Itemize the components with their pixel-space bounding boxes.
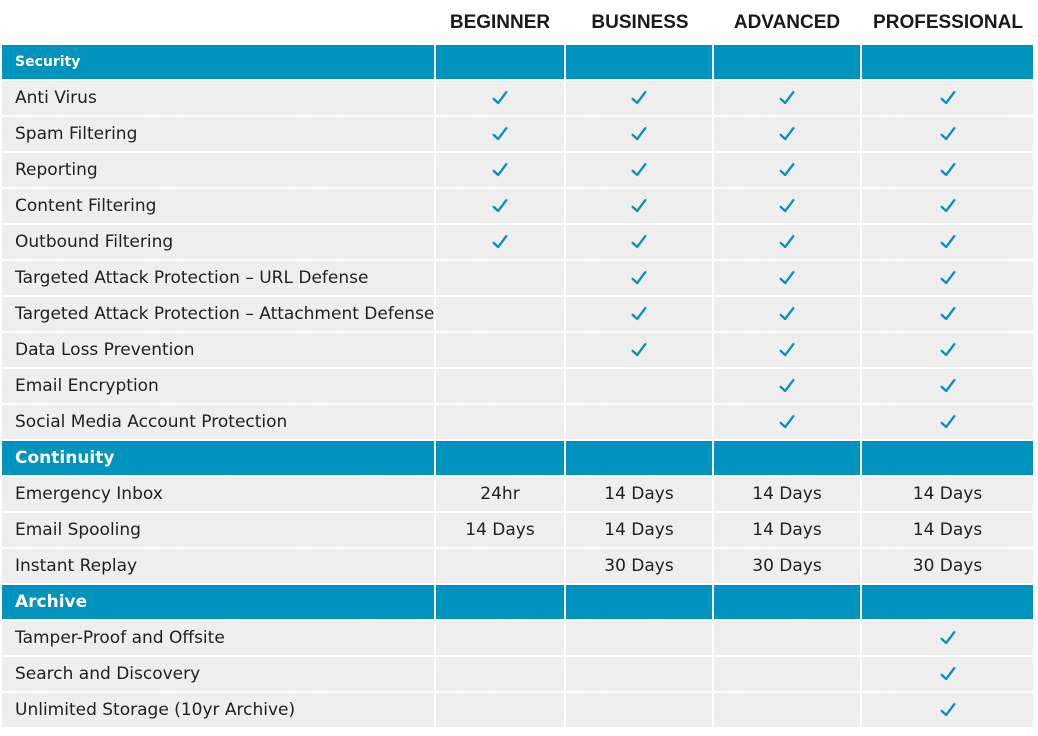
check-icon: [862, 225, 1033, 259]
check-icon: [436, 117, 564, 151]
table-row: [0, 657, 1038, 691]
plan-value: [436, 333, 564, 367]
check-icon: [566, 261, 712, 295]
plan-value: [436, 621, 564, 655]
feature-label: Tamper-Proof and Offsite: [2, 621, 434, 655]
check-icon: [714, 297, 860, 331]
feature-label: Search and Discovery: [2, 657, 434, 691]
feature-label: Data Loss Prevention: [2, 333, 434, 367]
check-icon: [862, 693, 1033, 727]
plan-value: 24hr: [436, 477, 564, 511]
check-icon: [862, 333, 1033, 367]
plan-value: 14 Days: [566, 477, 712, 511]
plan-value: [436, 549, 564, 583]
plan-value: [436, 693, 564, 727]
table-row: [0, 477, 1038, 511]
check-icon: [862, 189, 1033, 223]
check-icon: [862, 261, 1033, 295]
section-cell: [436, 45, 564, 79]
check-icon: [566, 153, 712, 187]
feature-label: Email Spooling: [2, 513, 434, 547]
section-cell: [714, 45, 860, 79]
section-title: Archive: [2, 585, 434, 619]
plan-value: [566, 657, 712, 691]
section-cell: [566, 441, 712, 475]
section-title: Security: [2, 45, 434, 79]
check-icon: [566, 225, 712, 259]
section-cell: [436, 441, 564, 475]
plan-value: [436, 297, 564, 331]
plan-value: [436, 657, 564, 691]
plan-value: [436, 369, 564, 403]
check-icon: [436, 189, 564, 223]
column-header-row: [0, 0, 1038, 44]
plan-value: [714, 657, 860, 691]
table-row: [0, 513, 1038, 547]
column-header-advanced: ADVANCED: [733, 12, 841, 33]
check-icon: [862, 153, 1033, 187]
feature-label: Targeted Attack Protection – URL Defense: [2, 261, 434, 295]
check-icon: [714, 225, 860, 259]
section-cell: [862, 45, 1033, 79]
plan-value: [566, 693, 712, 727]
section-cell: [436, 585, 564, 619]
section-header-archive: [0, 585, 1038, 619]
section-cell: [714, 585, 860, 619]
plan-value: 30 Days: [862, 549, 1033, 583]
section-cell: [862, 585, 1033, 619]
check-icon: [714, 369, 860, 403]
feature-label: Social Media Account Protection: [2, 405, 434, 439]
check-icon: [566, 297, 712, 331]
plan-value: [566, 369, 712, 403]
feature-label: Emergency Inbox: [2, 477, 434, 511]
check-icon: [566, 189, 712, 223]
check-icon: [862, 81, 1033, 115]
column-header-professional: PROFESSIONAL: [873, 12, 1023, 33]
table-row: [0, 621, 1038, 655]
section-cell: [566, 585, 712, 619]
table-row: [0, 333, 1038, 367]
check-icon: [436, 81, 564, 115]
table-row: [0, 297, 1038, 331]
check-icon: [714, 333, 860, 367]
table-row: [0, 693, 1038, 727]
plan-value: [714, 621, 860, 655]
table-row: [0, 549, 1038, 583]
column-header-business: BUSINESS: [591, 12, 689, 33]
plan-value: [714, 693, 860, 727]
check-icon: [714, 261, 860, 295]
check-icon: [714, 117, 860, 151]
check-icon: [566, 117, 712, 151]
plan-value: 14 Days: [436, 513, 564, 547]
check-icon: [436, 225, 564, 259]
check-icon: [862, 621, 1033, 655]
check-icon: [566, 81, 712, 115]
check-icon: [714, 81, 860, 115]
section-cell: [862, 441, 1033, 475]
check-icon: [714, 153, 860, 187]
table-row: [0, 153, 1038, 187]
table-row: [0, 189, 1038, 223]
check-icon: [862, 369, 1033, 403]
table-row: [0, 225, 1038, 259]
plan-value: 14 Days: [566, 513, 712, 547]
table-row: [0, 405, 1038, 439]
feature-label: Reporting: [2, 153, 434, 187]
plan-value: 14 Days: [862, 513, 1033, 547]
section-header-continuity: [0, 441, 1038, 475]
section-cell: [714, 441, 860, 475]
plan-value: [566, 405, 712, 439]
check-icon: [566, 333, 712, 367]
feature-label: Content Filtering: [2, 189, 434, 223]
feature-label: Spam Filtering: [2, 117, 434, 151]
check-icon: [714, 405, 860, 439]
section-title: Continuity: [2, 441, 434, 475]
check-icon: [862, 117, 1033, 151]
section-header-security: [0, 45, 1038, 79]
feature-label: Email Encryption: [2, 369, 434, 403]
plan-value: 14 Days: [862, 477, 1033, 511]
feature-label: Unlimited Storage (10yr Archive): [2, 693, 434, 727]
check-icon: [862, 405, 1033, 439]
table-row: [0, 81, 1038, 115]
feature-label: Anti Virus: [2, 81, 434, 115]
check-icon: [862, 657, 1033, 691]
check-icon: [862, 297, 1033, 331]
plan-value: [566, 621, 712, 655]
feature-label: Outbound Filtering: [2, 225, 434, 259]
section-cell: [566, 45, 712, 79]
plan-value: 14 Days: [714, 513, 860, 547]
column-header-beginner: BEGINNER: [449, 12, 551, 33]
check-icon: [436, 153, 564, 187]
feature-label: Instant Replay: [2, 549, 434, 583]
plan-value: 30 Days: [714, 549, 860, 583]
plan-value: 14 Days: [714, 477, 860, 511]
plan-value: 30 Days: [566, 549, 712, 583]
table-row: [0, 117, 1038, 151]
plan-value: [436, 405, 564, 439]
table-row: [0, 369, 1038, 403]
plan-value: [436, 261, 564, 295]
table-row: [0, 261, 1038, 295]
feature-label: Targeted Attack Protection – Attachment Defense: [2, 297, 434, 331]
check-icon: [714, 189, 860, 223]
